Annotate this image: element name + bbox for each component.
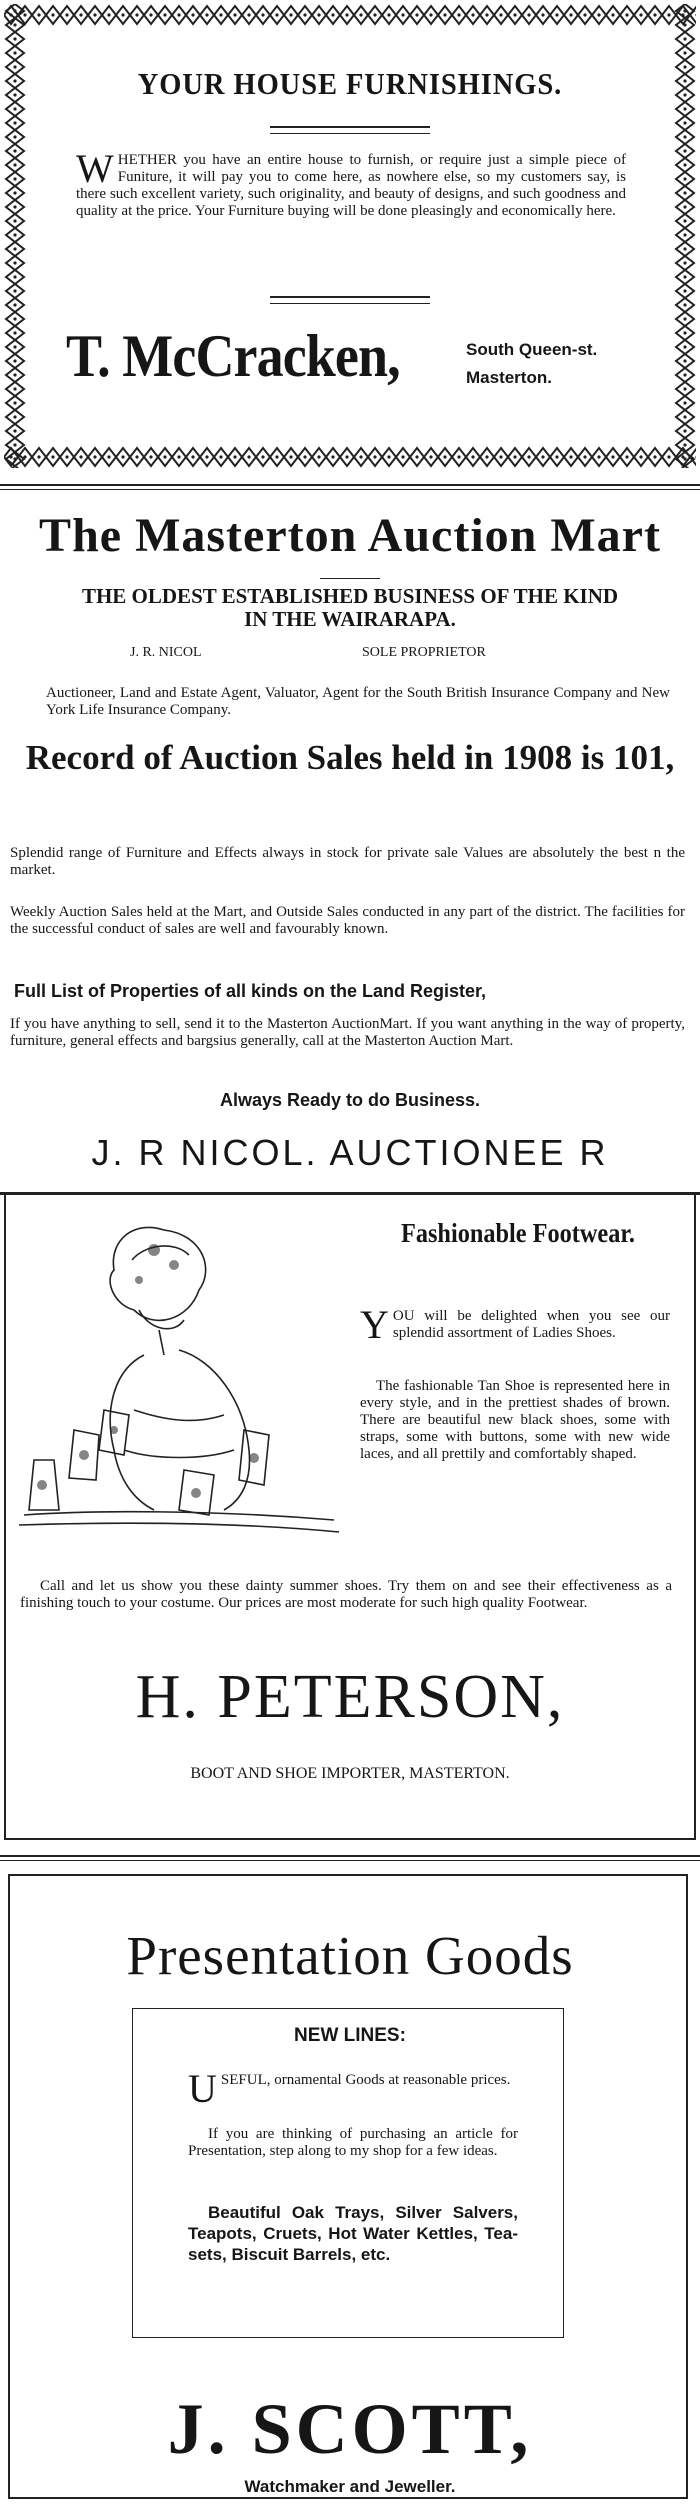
column-separator <box>0 1192 700 1195</box>
ad-body <box>76 146 626 220</box>
ad-title: YOUR HOUSE FURNISHINGS. <box>137 66 563 101</box>
proprietor-role: SOLE PROPRIETOR <box>362 645 486 660</box>
column-separator <box>0 484 700 486</box>
ad-paragraph: If you have anything to sell, send it to the Masterton AuctionMart. If you want anything in the way of property, furniture, general effects and bargsius generally, call at the Masterton Auction Mart. <box>10 1016 685 1049</box>
ad-intro <box>360 1302 670 1347</box>
ad-subtitle: THE OLDEST ESTABLISHED BUSINESS OF THE KIND <box>81 584 619 608</box>
ad-intro-text: OU will be delighted when you see our splendid assortment of Ladies Shoes. <box>392 1308 670 1341</box>
inner-box <box>132 2008 564 2338</box>
record-heading: Record of Auction Sales held in 1908 is 101, <box>25 738 675 777</box>
divider <box>270 296 430 298</box>
merchant-tagline: Watchmaker and Jeweller. <box>244 2477 456 2496</box>
auctioneer-signature: J. R NICOL. AUCTIONEE R <box>91 1132 609 1173</box>
box-border <box>4 1838 696 1840</box>
divider <box>270 303 430 304</box>
merchant-tagline: BOOT AND SHOE IMPORTER, MASTERTON. <box>190 1765 510 1782</box>
merchant-name: J. SCOTT, <box>167 2389 533 2469</box>
decorative-border-top <box>4 4 696 26</box>
ad-title: The Masterton Auction Mart <box>39 509 661 562</box>
full-list-heading: Full List of Properties of all kinds on the Land Register, <box>14 981 487 1001</box>
drop-letter: U <box>188 2066 217 2111</box>
ad-paragraph: Weekly Auction Sales held at the Mart, and Outside Sales conducted in any part of the district. The facilities for the successful conduct of sales are well and favourably known. <box>10 904 685 937</box>
box-border <box>4 1195 6 1840</box>
ad-items: Beautiful Oak Trays, Silver Salvers, Teapots, Cruets, Hot Water Kettles, Tea-sets, Biscuit Barrels, etc. <box>188 2203 518 2264</box>
merchant-name: H. PETERSON, <box>135 1663 565 1731</box>
ad-paragraph: Call and let us show you these dainty summer shoes. Try them on and see their effectiveness as a finishing touch to your costume. Our prices are most moderate for such high quality Footwear. <box>20 1578 672 1611</box>
divider <box>320 578 380 579</box>
ad-body-text: HETHER you have an entire house to furnish, or require just a simple piece of Funiture, it will pay you to come here, as nowhere else, so my customers say, is there such excellent variety, such originality, and beauty of designs, and such goodness and quality at the price. Your Furniture buying will be done pleasingly and economically here. <box>76 152 626 219</box>
column-separator <box>0 489 700 490</box>
merchant-address-line2: Masterton. <box>466 368 552 387</box>
ad-paragraph: Splendid range of Furniture and Effects always in stock for private sale Values are absolutely the best n the market. <box>10 845 685 878</box>
merchant-address-line1: South Queen-st. <box>466 340 598 359</box>
drop-letter: Y <box>360 1302 389 1347</box>
column-separator <box>0 1860 700 1861</box>
merchant-name: T. McCracken, <box>66 323 400 389</box>
ad-paragraph: The fashionable Tan Shoe is represented here in every style, and in the prettiest shades of brown. There are beautiful new black shoes, some with straps, some with buttons, some with new wide laces, and all prettily and comfortably shaped. <box>360 1378 670 1462</box>
ad-title: Presentation Goods <box>126 1925 574 1986</box>
always-ready: Always Ready to do Business. <box>219 1090 481 1110</box>
ad-subtitle: IN THE WAIRARAPA. <box>244 607 456 631</box>
ad-paragraph: If you are thinking of purchasing an article for Presentation, step along to my shop for a few ideas. <box>188 2126 518 2159</box>
box-border <box>694 1195 696 1840</box>
drop-letter: W <box>76 146 114 191</box>
column-separator <box>0 1855 700 1857</box>
divider <box>270 126 430 128</box>
ad-title: Fashionable Footwear. <box>400 1218 635 1248</box>
decorative-border-right <box>674 4 696 468</box>
proprietor-name: J. R. NICOL <box>130 645 202 660</box>
new-lines-heading: NEW LINES: <box>294 2025 406 2046</box>
proprietor-roles: Auctioneer, Land and Estate Agent, Valuator, Agent for the South British Insurance Company and New York Life Insurance Company. <box>46 685 670 718</box>
decorative-border-bottom <box>4 446 696 468</box>
decorative-border-left <box>4 4 26 468</box>
divider <box>270 133 430 134</box>
ad-intro-text: SEFUL, ornamental Goods at reasonable prices. <box>220 2072 511 2088</box>
ad-intro <box>188 2066 518 2111</box>
lady-with-shoes-illustration <box>14 1210 344 1540</box>
